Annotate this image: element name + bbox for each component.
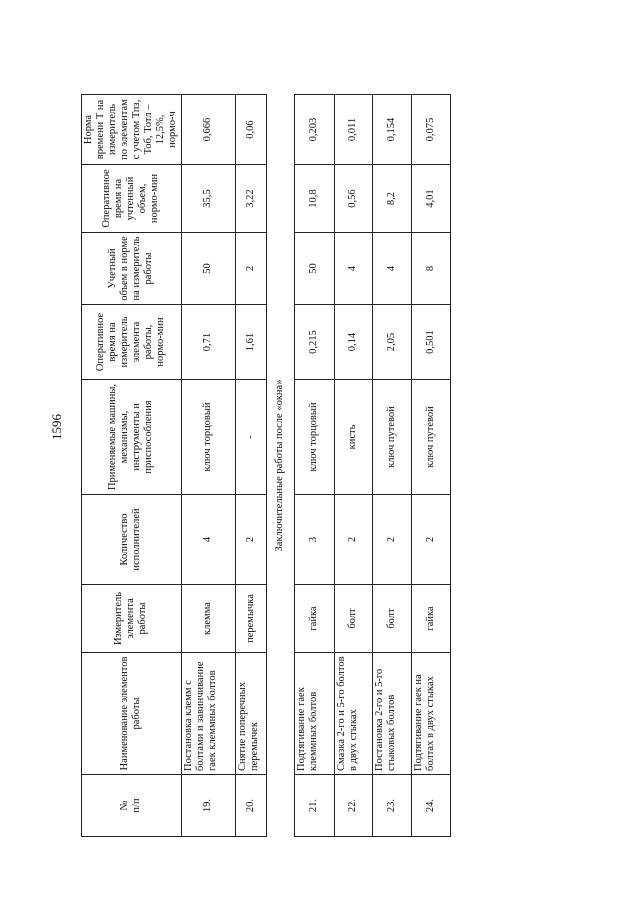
cell-op-time-volume: 10,8 — [294, 165, 334, 233]
cell-op-time: 0,14 — [334, 305, 373, 380]
cell-name: Постановка 2-го и 5-го стыковых болтов — [373, 653, 412, 775]
cell-num: 21. — [294, 775, 334, 837]
cell-name: Снятие поперечных перемычек — [236, 653, 267, 775]
rotated-table-container — [81, 95, 451, 837]
cell-volume: 50 — [294, 233, 334, 305]
table-row — [181, 95, 236, 837]
cell-num: 19. — [181, 775, 236, 837]
cell-num: 23. — [373, 775, 412, 837]
cell-volume: 4 — [373, 233, 412, 305]
cell-name: Постановка клемм с болтами и завинчивание гаек клеммных болтов — [181, 653, 236, 775]
cell-meter: гайка — [412, 585, 451, 653]
header-meter: Измеритель элемента работы — [82, 585, 182, 653]
header-name: Наименование элементов работы — [82, 653, 182, 775]
header-op-time-volume: Оперативное время на учтенный объем, нормо-мин — [82, 165, 182, 233]
table-row — [236, 95, 267, 837]
cell-meter: болт — [373, 585, 412, 653]
cell-meter: перемычка — [236, 585, 267, 653]
cell-op-time: 0,501 — [412, 305, 451, 380]
cell-workers: 2 — [373, 495, 412, 585]
cell-tools: - — [236, 380, 267, 495]
table-header-row — [82, 95, 182, 837]
header-workers: Количество исполнителей — [82, 495, 182, 585]
cell-norm: 0,011 — [334, 95, 373, 165]
header-op-time: Оперативное время на измеритель элемента работы, нормо-мин — [82, 305, 182, 380]
cell-volume: 8 — [412, 233, 451, 305]
table-row — [412, 95, 451, 837]
cell-name: Смазка 2-го и 5-го болтов в двух стыках — [334, 653, 373, 775]
cell-tools: ключ торцовый — [294, 380, 334, 495]
cell-meter: болт — [334, 585, 373, 653]
table-row — [294, 95, 334, 837]
cell-op-time-volume: 35,5 — [181, 165, 236, 233]
work-norms-table — [81, 94, 451, 837]
cell-tools: ключ путевой — [412, 380, 451, 495]
cell-op-time: 0,215 — [294, 305, 334, 380]
cell-volume: 50 — [181, 233, 236, 305]
cell-num: 22. — [334, 775, 373, 837]
cell-op-time: 0,71 — [181, 305, 236, 380]
cell-op-time-volume: 3,22 — [236, 165, 267, 233]
cell-workers: 4 — [181, 495, 236, 585]
cell-name: Подтягивание гаек на болтах в двух стыках — [412, 653, 451, 775]
header-volume: Учетный объем в норме на измеритель работы — [82, 233, 182, 305]
cell-op-time: 2,05 — [373, 305, 412, 380]
cell-tools: кисть — [334, 380, 373, 495]
header-tools: Применяемые машины, механизмы, инструменты и приспособления — [82, 380, 182, 495]
cell-num: 20. — [236, 775, 267, 837]
cell-volume: 2 — [236, 233, 267, 305]
cell-norm: 0,075 — [412, 95, 451, 165]
header-norm: Норма времени Т на измеритель по элементам с учетом Тпз, Тоб, Тотл – 12,5%, нормо-ч — [82, 95, 182, 165]
cell-tools: ключ торцовый — [181, 380, 236, 495]
section-row — [267, 95, 294, 837]
cell-meter: гайка — [294, 585, 334, 653]
table-row — [334, 95, 373, 837]
cell-workers: 2 — [334, 495, 373, 585]
header-num: № п/п — [82, 775, 182, 837]
cell-workers: 2 — [412, 495, 451, 585]
cell-meter: клемма — [181, 585, 236, 653]
cell-op-time-volume: 4,01 — [412, 165, 451, 233]
cell-norm: 0,666 — [181, 95, 236, 165]
cell-op-time-volume: 0,56 — [334, 165, 373, 233]
cell-tools: ключ путевой — [373, 380, 412, 495]
cell-norm: 0,203 — [294, 95, 334, 165]
cell-volume: 4 — [334, 233, 373, 305]
cell-workers: 3 — [294, 495, 334, 585]
table-row — [373, 95, 412, 837]
section-title: Заключительные работы после «окна» — [267, 95, 294, 837]
cell-norm: 0,06 — [236, 95, 267, 165]
cell-name: Подтягивание гаек клеммных болтов — [294, 653, 334, 775]
cell-op-time-volume: 8,2 — [373, 165, 412, 233]
cell-num: 24. — [412, 775, 451, 837]
cell-workers: 2 — [236, 495, 267, 585]
page-number: 1596 — [49, 414, 64, 440]
cell-op-time: 1,61 — [236, 305, 267, 380]
cell-norm: 0,154 — [373, 95, 412, 165]
